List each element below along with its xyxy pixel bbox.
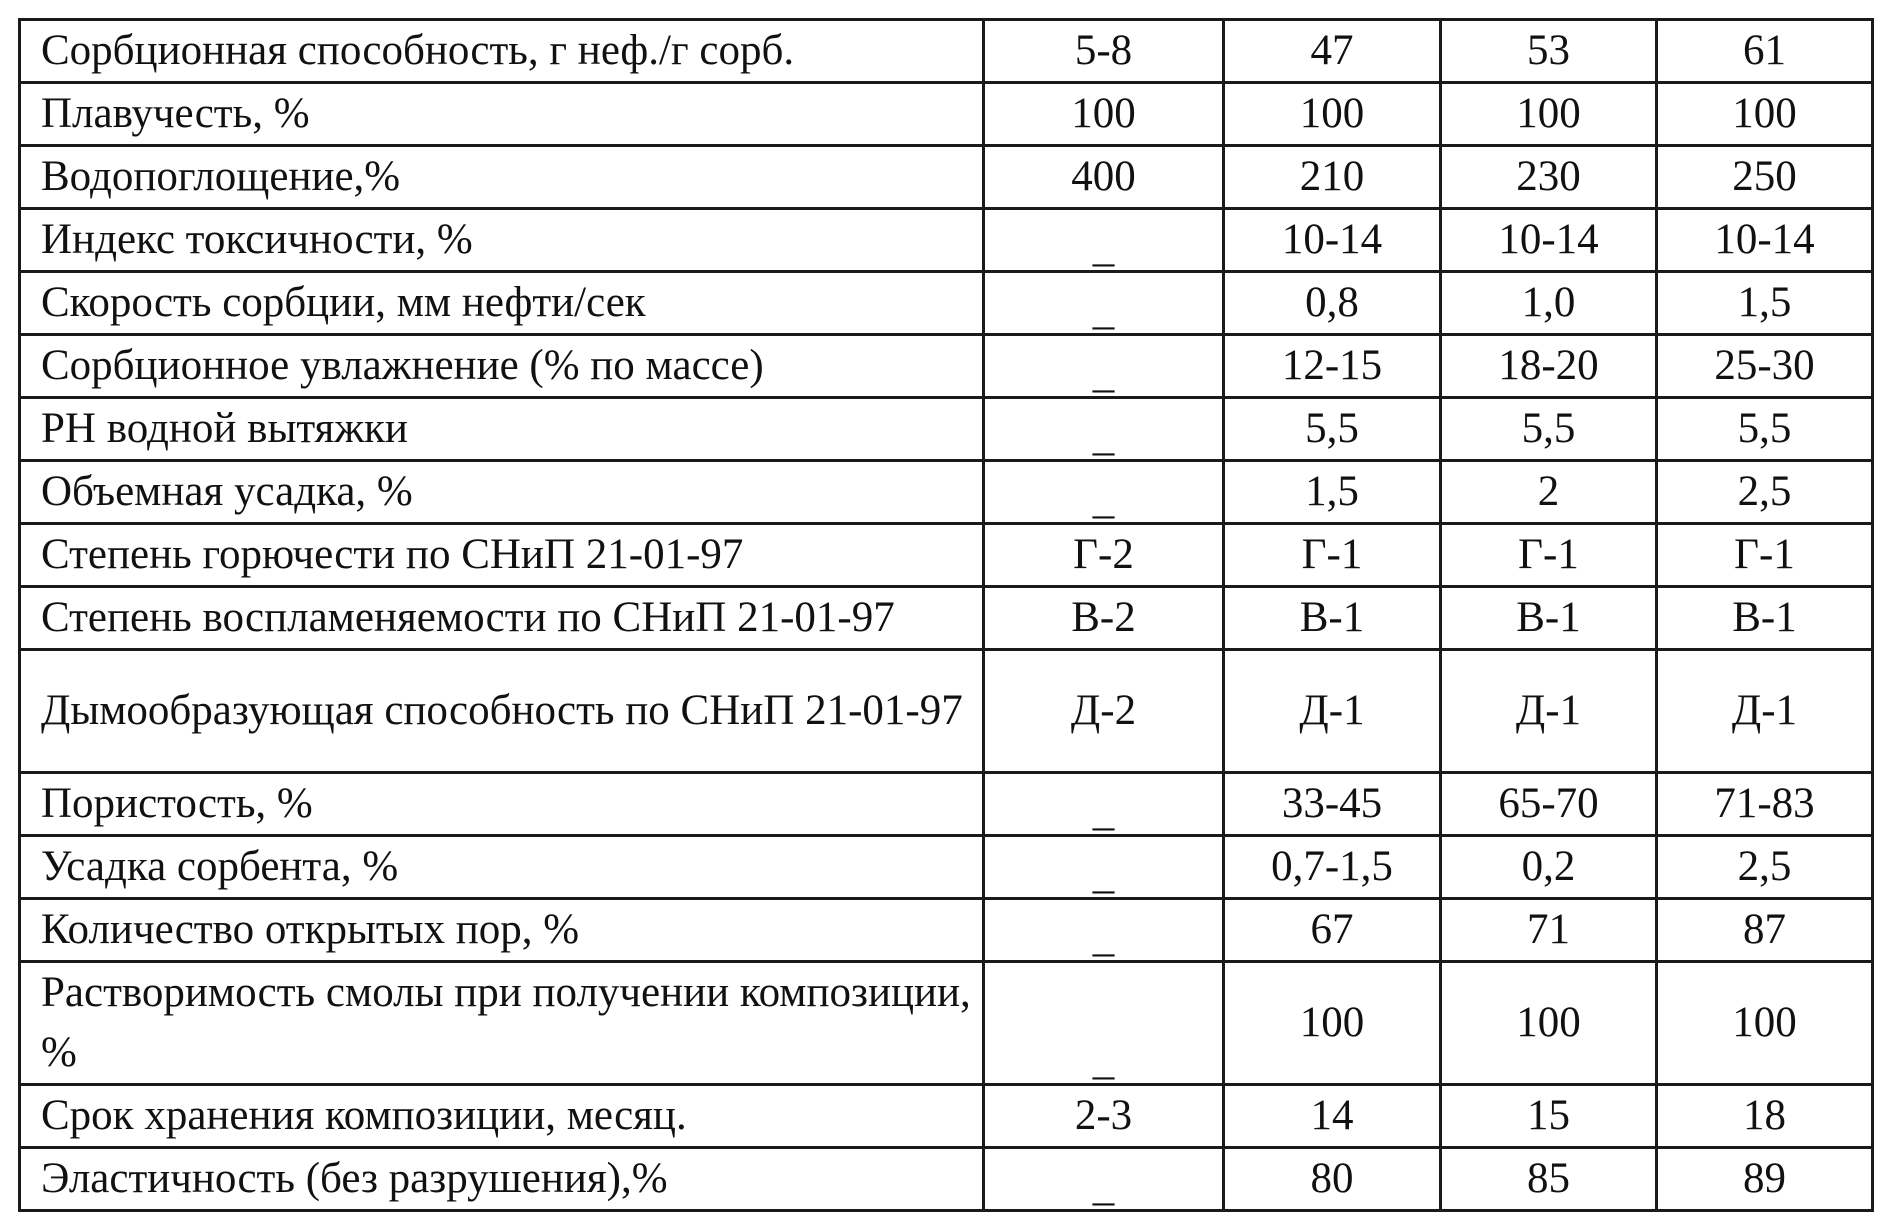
row-value-col-2: 67	[1224, 899, 1441, 962]
row-label: Дымообразующая способность по СНиП 21-01-97	[20, 650, 984, 773]
row-value-col-3: 0,2	[1441, 836, 1657, 899]
row-value-col-3: 71	[1441, 899, 1657, 962]
row-value-col-3: 15	[1441, 1085, 1657, 1148]
row-value-col-1: _	[984, 335, 1224, 398]
row-value-col-2: 0,7-1,5	[1224, 836, 1441, 899]
table-row	[20, 836, 1873, 899]
row-value-col-1: 400	[984, 146, 1224, 209]
table-row	[20, 899, 1873, 962]
row-label: Пористость, %	[20, 773, 984, 836]
table-row	[20, 773, 1873, 836]
row-label: Сорбционная способность, г неф./г сорб.	[20, 20, 984, 83]
table-row	[20, 650, 1873, 773]
row-label: Скорость сорбции, мм нефти/сек	[20, 272, 984, 335]
table-row	[20, 146, 1873, 209]
row-value-col-4: 87	[1657, 899, 1873, 962]
row-value-col-3: 100	[1441, 83, 1657, 146]
table-row	[20, 587, 1873, 650]
row-value-col-1: _	[984, 398, 1224, 461]
row-value-col-1: _	[984, 461, 1224, 524]
table-row	[20, 1085, 1873, 1148]
row-value-col-4: 71-83	[1657, 773, 1873, 836]
row-label: Растворимость смолы при получении композиции, %	[20, 962, 984, 1085]
table-row	[20, 272, 1873, 335]
row-value-col-3: Д-1	[1441, 650, 1657, 773]
row-value-col-3: 10-14	[1441, 209, 1657, 272]
row-value-col-2: В-1	[1224, 587, 1441, 650]
row-value-col-1: _	[984, 209, 1224, 272]
table-row	[20, 962, 1873, 1085]
table-row	[20, 20, 1873, 83]
row-value-col-3: 18-20	[1441, 335, 1657, 398]
table-row	[20, 209, 1873, 272]
row-value-col-4: Д-1	[1657, 650, 1873, 773]
row-value-col-1: _	[984, 1148, 1224, 1211]
row-value-col-2: 210	[1224, 146, 1441, 209]
table-row	[20, 461, 1873, 524]
row-value-col-2: Д-1	[1224, 650, 1441, 773]
row-value-col-1: Г-2	[984, 524, 1224, 587]
row-value-col-1: 5-8	[984, 20, 1224, 83]
row-value-col-1: В-2	[984, 587, 1224, 650]
row-value-col-4: 2,5	[1657, 461, 1873, 524]
row-value-col-3: 5,5	[1441, 398, 1657, 461]
table-row	[20, 1148, 1873, 1211]
row-label: Плавучесть, %	[20, 83, 984, 146]
table-row	[20, 398, 1873, 461]
row-value-col-1: _	[984, 272, 1224, 335]
row-value-col-3: 230	[1441, 146, 1657, 209]
row-label: Индекс токсичности, %	[20, 209, 984, 272]
row-value-col-1: 2-3	[984, 1085, 1224, 1148]
row-value-col-4: 250	[1657, 146, 1873, 209]
row-value-col-4: 1,5	[1657, 272, 1873, 335]
row-value-col-2: 33-45	[1224, 773, 1441, 836]
row-value-col-2: 0,8	[1224, 272, 1441, 335]
row-label: Сорбционное увлажнение (% по массе)	[20, 335, 984, 398]
row-label: РН водной вытяжки	[20, 398, 984, 461]
row-value-col-1: _	[984, 899, 1224, 962]
row-value-col-2: Г-1	[1224, 524, 1441, 587]
row-label: Степень воспламеняемости по СНиП 21-01-97	[20, 587, 984, 650]
row-value-col-2: 5,5	[1224, 398, 1441, 461]
row-value-col-1: Д-2	[984, 650, 1224, 773]
table-row	[20, 335, 1873, 398]
row-value-col-2: 10-14	[1224, 209, 1441, 272]
table-row	[20, 83, 1873, 146]
row-value-col-2: 1,5	[1224, 461, 1441, 524]
row-value-col-4: 61	[1657, 20, 1873, 83]
row-value-col-4: В-1	[1657, 587, 1873, 650]
row-value-col-1: _	[984, 836, 1224, 899]
row-value-col-4: 5,5	[1657, 398, 1873, 461]
row-value-col-4: 18	[1657, 1085, 1873, 1148]
row-label: Срок хранения композиции, месяц.	[20, 1085, 984, 1148]
row-label: Степень горючести по СНиП 21-01-97	[20, 524, 984, 587]
row-value-col-2: 12-15	[1224, 335, 1441, 398]
row-value-col-4: 100	[1657, 83, 1873, 146]
row-value-col-1: _	[984, 962, 1224, 1085]
row-value-col-3: 1,0	[1441, 272, 1657, 335]
row-value-col-4: 25-30	[1657, 335, 1873, 398]
row-label: Эластичность (без разрушения),%	[20, 1148, 984, 1211]
row-label: Усадка сорбента, %	[20, 836, 984, 899]
row-value-col-3: В-1	[1441, 587, 1657, 650]
row-label: Объемная усадка, %	[20, 461, 984, 524]
row-value-col-3: 65-70	[1441, 773, 1657, 836]
row-value-col-2: 80	[1224, 1148, 1441, 1211]
row-value-col-4: 10-14	[1657, 209, 1873, 272]
row-value-col-4: 100	[1657, 962, 1873, 1085]
row-label: Количество открытых пор, %	[20, 899, 984, 962]
row-value-col-3: 100	[1441, 962, 1657, 1085]
row-value-col-3: 85	[1441, 1148, 1657, 1211]
row-value-col-2: 14	[1224, 1085, 1441, 1148]
row-value-col-4: Г-1	[1657, 524, 1873, 587]
table-row	[20, 524, 1873, 587]
row-value-col-1: _	[984, 773, 1224, 836]
row-value-col-4: 89	[1657, 1148, 1873, 1211]
row-value-col-1: 100	[984, 83, 1224, 146]
row-value-col-3: 53	[1441, 20, 1657, 83]
properties-table	[18, 18, 1874, 1212]
row-value-col-2: 100	[1224, 962, 1441, 1085]
row-value-col-4: 2,5	[1657, 836, 1873, 899]
table-body	[20, 20, 1873, 1211]
row-value-col-2: 100	[1224, 83, 1441, 146]
row-value-col-3: 2	[1441, 461, 1657, 524]
row-value-col-3: Г-1	[1441, 524, 1657, 587]
row-label: Водопоглощение,%	[20, 146, 984, 209]
row-value-col-2: 47	[1224, 20, 1441, 83]
